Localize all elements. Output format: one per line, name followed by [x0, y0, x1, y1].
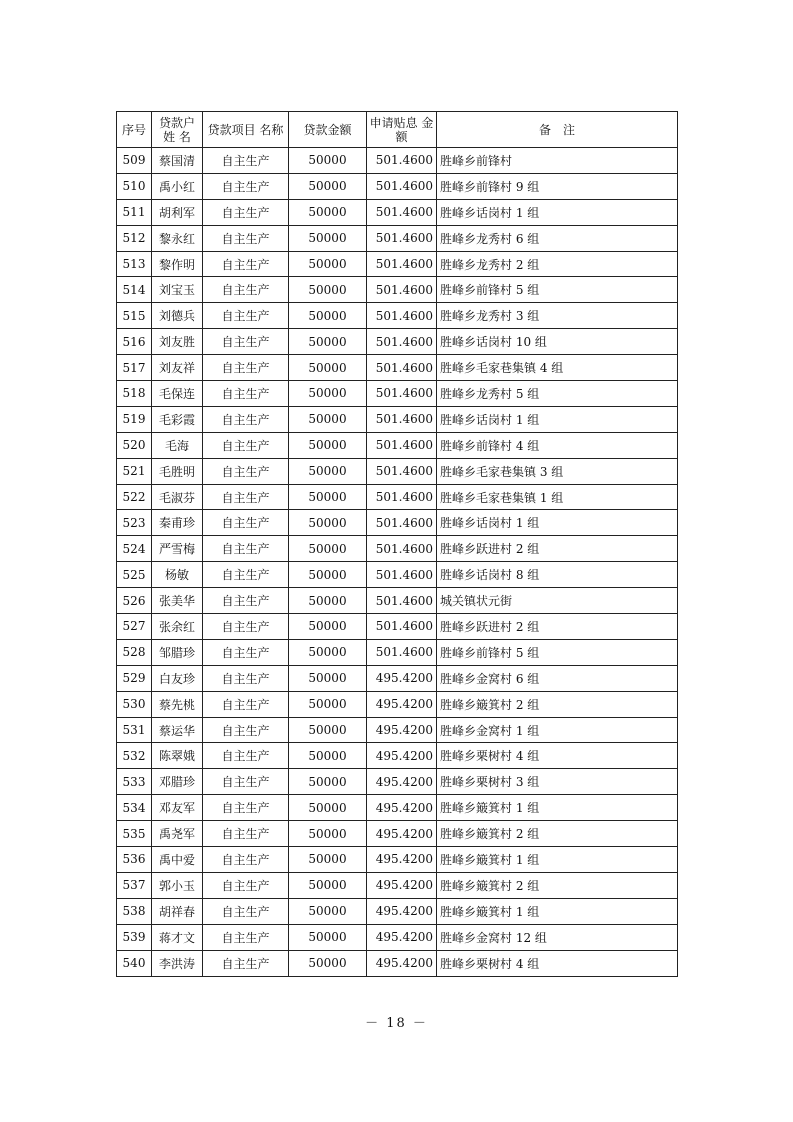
cell-subsidy-amount: 495.4200 — [367, 924, 437, 950]
cell-note: 胜峰乡前锋村 9 组 — [437, 173, 678, 199]
cell-note: 胜峰乡毛家巷集镇 3 组 — [437, 458, 678, 484]
cell-borrower-name: 张余红 — [152, 614, 203, 640]
table-row — [117, 691, 678, 717]
cell-borrower-name: 禹尧军 — [152, 821, 203, 847]
cell-loan-amount: 50000 — [289, 717, 367, 743]
cell-loan-amount: 50000 — [289, 562, 367, 588]
cell-loan-project: 自主生产 — [203, 536, 289, 562]
cell-borrower-name: 毛胜明 — [152, 458, 203, 484]
cell-borrower-name: 毛彩霞 — [152, 406, 203, 432]
cell-seq: 509 — [117, 148, 152, 174]
cell-subsidy-amount: 495.4200 — [367, 717, 437, 743]
cell-seq: 536 — [117, 847, 152, 873]
cell-loan-project: 自主生产 — [203, 769, 289, 795]
table-row — [117, 458, 678, 484]
cell-loan-project: 自主生产 — [203, 458, 289, 484]
cell-loan-project: 自主生产 — [203, 303, 289, 329]
cell-note: 胜峰乡话岗村 8 组 — [437, 562, 678, 588]
cell-borrower-name: 黎作明 — [152, 251, 203, 277]
cell-loan-project: 自主生产 — [203, 484, 289, 510]
cell-borrower-name: 蒋才文 — [152, 924, 203, 950]
cell-loan-amount: 50000 — [289, 795, 367, 821]
table-row — [117, 536, 678, 562]
cell-seq: 527 — [117, 614, 152, 640]
cell-loan-amount: 50000 — [289, 355, 367, 381]
cell-borrower-name: 邹腊珍 — [152, 639, 203, 665]
cell-loan-project: 自主生产 — [203, 148, 289, 174]
cell-loan-amount: 50000 — [289, 872, 367, 898]
cell-subsidy-amount: 501.4600 — [367, 277, 437, 303]
cell-seq: 525 — [117, 562, 152, 588]
cell-borrower-name: 杨敏 — [152, 562, 203, 588]
table-row — [117, 872, 678, 898]
cell-note: 胜峰乡前锋村 — [437, 148, 678, 174]
cell-seq: 518 — [117, 381, 152, 407]
cell-note: 胜峰乡栗树村 4 组 — [437, 743, 678, 769]
cell-subsidy-amount: 495.4200 — [367, 665, 437, 691]
cell-note: 胜峰乡龙秀村 3 组 — [437, 303, 678, 329]
cell-subsidy-amount: 501.4600 — [367, 173, 437, 199]
cell-loan-project: 自主生产 — [203, 406, 289, 432]
cell-borrower-name: 蔡先桃 — [152, 691, 203, 717]
cell-loan-amount: 50000 — [289, 510, 367, 536]
cell-loan-amount: 50000 — [289, 329, 367, 355]
header-seq: 序号 — [117, 112, 152, 148]
cell-loan-project: 自主生产 — [203, 225, 289, 251]
cell-subsidy-amount: 501.4600 — [367, 458, 437, 484]
table-row — [117, 329, 678, 355]
cell-seq: 511 — [117, 199, 152, 225]
cell-loan-project: 自主生产 — [203, 355, 289, 381]
cell-note: 胜峰乡簸箕村 1 组 — [437, 898, 678, 924]
cell-subsidy-amount: 495.4200 — [367, 950, 437, 976]
cell-note: 胜峰乡毛家巷集镇 1 组 — [437, 484, 678, 510]
table-row — [117, 769, 678, 795]
cell-loan-project: 自主生产 — [203, 562, 289, 588]
header-loan-project-text: 贷款项目 名称 — [207, 122, 284, 137]
cell-borrower-name: 毛淑芬 — [152, 484, 203, 510]
cell-subsidy-amount: 501.4600 — [367, 639, 437, 665]
cell-subsidy-amount: 495.4200 — [367, 821, 437, 847]
cell-loan-amount: 50000 — [289, 924, 367, 950]
table-row — [117, 743, 678, 769]
cell-loan-amount: 50000 — [289, 898, 367, 924]
cell-note: 胜峰乡金窝村 6 组 — [437, 665, 678, 691]
cell-loan-project: 自主生产 — [203, 872, 289, 898]
page-number: － 18 － — [365, 1016, 428, 1031]
cell-note: 胜峰乡跃进村 2 组 — [437, 614, 678, 640]
cell-note: 胜峰乡金窝村 12 组 — [437, 924, 678, 950]
cell-seq: 517 — [117, 355, 152, 381]
table-row — [117, 277, 678, 303]
cell-note: 胜峰乡栗树村 4 组 — [437, 950, 678, 976]
cell-loan-project: 自主生产 — [203, 665, 289, 691]
cell-subsidy-amount: 501.4600 — [367, 329, 437, 355]
cell-borrower-name: 白友珍 — [152, 665, 203, 691]
cell-loan-amount: 50000 — [289, 639, 367, 665]
cell-seq: 522 — [117, 484, 152, 510]
cell-loan-project: 自主生产 — [203, 251, 289, 277]
table-row — [117, 510, 678, 536]
cell-seq: 537 — [117, 872, 152, 898]
cell-borrower-name: 秦甫珍 — [152, 510, 203, 536]
cell-note: 胜峰乡前锋村 5 组 — [437, 639, 678, 665]
table-row — [117, 950, 678, 976]
cell-seq: 534 — [117, 795, 152, 821]
cell-loan-amount: 50000 — [289, 847, 367, 873]
cell-subsidy-amount: 501.4600 — [367, 536, 437, 562]
cell-seq: 512 — [117, 225, 152, 251]
loan-subsidy-table — [116, 111, 678, 977]
table-row — [117, 355, 678, 381]
header-row — [117, 112, 678, 148]
cell-loan-amount: 50000 — [289, 148, 367, 174]
header-note: 备 注 — [437, 112, 678, 148]
cell-note: 胜峰乡话岗村 10 组 — [437, 329, 678, 355]
cell-note: 城关镇状元街 — [437, 588, 678, 614]
header-borrower-name — [152, 112, 203, 148]
cell-subsidy-amount: 495.4200 — [367, 795, 437, 821]
cell-seq: 531 — [117, 717, 152, 743]
cell-loan-project: 自主生产 — [203, 277, 289, 303]
header-loan-amount: 贷款金额 — [289, 112, 367, 148]
cell-borrower-name: 刘友祥 — [152, 355, 203, 381]
cell-borrower-name: 严雪梅 — [152, 536, 203, 562]
cell-seq: 520 — [117, 432, 152, 458]
table-row — [117, 406, 678, 432]
table-row — [117, 484, 678, 510]
cell-note: 胜峰乡跃进村 2 组 — [437, 536, 678, 562]
cell-loan-project: 自主生产 — [203, 847, 289, 873]
table-row — [117, 148, 678, 174]
cell-subsidy-amount: 501.4600 — [367, 562, 437, 588]
cell-note: 胜峰乡簸箕村 2 组 — [437, 872, 678, 898]
cell-seq: 539 — [117, 924, 152, 950]
cell-loan-project: 自主生产 — [203, 924, 289, 950]
cell-loan-project: 自主生产 — [203, 743, 289, 769]
cell-note: 胜峰乡簸箕村 1 组 — [437, 847, 678, 873]
cell-seq: 524 — [117, 536, 152, 562]
cell-seq: 535 — [117, 821, 152, 847]
cell-subsidy-amount: 501.4600 — [367, 355, 437, 381]
cell-seq: 521 — [117, 458, 152, 484]
cell-note: 胜峰乡簸箕村 2 组 — [437, 691, 678, 717]
cell-loan-project: 自主生产 — [203, 173, 289, 199]
table-row — [117, 381, 678, 407]
cell-borrower-name: 蔡国清 — [152, 148, 203, 174]
cell-loan-amount: 50000 — [289, 665, 367, 691]
cell-note: 胜峰乡簸箕村 2 组 — [437, 821, 678, 847]
cell-loan-project: 自主生产 — [203, 588, 289, 614]
table-row — [117, 432, 678, 458]
table-header — [117, 112, 678, 148]
cell-loan-project: 自主生产 — [203, 329, 289, 355]
cell-borrower-name: 禹小红 — [152, 173, 203, 199]
cell-loan-amount: 50000 — [289, 536, 367, 562]
cell-seq: 516 — [117, 329, 152, 355]
table-row — [117, 562, 678, 588]
table-body — [117, 148, 678, 977]
table-row — [117, 588, 678, 614]
cell-note: 胜峰乡簸箕村 1 组 — [437, 795, 678, 821]
cell-borrower-name: 邓友军 — [152, 795, 203, 821]
cell-note: 胜峰乡前锋村 4 组 — [437, 432, 678, 458]
cell-note: 胜峰乡前锋村 5 组 — [437, 277, 678, 303]
cell-subsidy-amount: 495.4200 — [367, 847, 437, 873]
cell-loan-project: 自主生产 — [203, 795, 289, 821]
cell-note: 胜峰乡话岗村 1 组 — [437, 199, 678, 225]
table-row — [117, 821, 678, 847]
table-row — [117, 924, 678, 950]
cell-loan-amount: 50000 — [289, 743, 367, 769]
cell-loan-project: 自主生产 — [203, 950, 289, 976]
cell-loan-project: 自主生产 — [203, 614, 289, 640]
cell-seq: 532 — [117, 743, 152, 769]
cell-loan-amount: 50000 — [289, 614, 367, 640]
table-row — [117, 199, 678, 225]
cell-borrower-name: 刘德兵 — [152, 303, 203, 329]
cell-loan-amount: 50000 — [289, 588, 367, 614]
cell-subsidy-amount: 495.4200 — [367, 872, 437, 898]
cell-subsidy-amount: 495.4200 — [367, 769, 437, 795]
cell-loan-project: 自主生产 — [203, 381, 289, 407]
cell-loan-amount: 50000 — [289, 303, 367, 329]
cell-loan-project: 自主生产 — [203, 821, 289, 847]
cell-seq: 528 — [117, 639, 152, 665]
cell-borrower-name: 郭小玉 — [152, 872, 203, 898]
cell-note: 胜峰乡话岗村 1 组 — [437, 510, 678, 536]
cell-borrower-name: 禹中爱 — [152, 847, 203, 873]
cell-subsidy-amount: 501.4600 — [367, 484, 437, 510]
cell-seq: 510 — [117, 173, 152, 199]
cell-borrower-name: 胡利军 — [152, 199, 203, 225]
cell-loan-project: 自主生产 — [203, 432, 289, 458]
cell-note: 胜峰乡龙秀村 6 组 — [437, 225, 678, 251]
cell-loan-project: 自主生产 — [203, 717, 289, 743]
cell-loan-amount: 50000 — [289, 950, 367, 976]
cell-loan-amount: 50000 — [289, 821, 367, 847]
cell-seq: 538 — [117, 898, 152, 924]
cell-borrower-name: 李洪涛 — [152, 950, 203, 976]
cell-subsidy-amount: 495.4200 — [367, 691, 437, 717]
cell-seq: 530 — [117, 691, 152, 717]
cell-subsidy-amount: 501.4600 — [367, 588, 437, 614]
cell-loan-amount: 50000 — [289, 484, 367, 510]
cell-borrower-name: 毛海 — [152, 432, 203, 458]
cell-note: 胜峰乡毛家巷集镇 4 组 — [437, 355, 678, 381]
cell-borrower-name: 张美华 — [152, 588, 203, 614]
cell-subsidy-amount: 501.4600 — [367, 406, 437, 432]
cell-subsidy-amount: 501.4600 — [367, 251, 437, 277]
cell-borrower-name: 刘宝玉 — [152, 277, 203, 303]
cell-borrower-name: 刘友胜 — [152, 329, 203, 355]
cell-loan-amount: 50000 — [289, 173, 367, 199]
cell-borrower-name: 毛保连 — [152, 381, 203, 407]
cell-subsidy-amount: 501.4600 — [367, 510, 437, 536]
cell-subsidy-amount: 501.4600 — [367, 381, 437, 407]
header-subsidy-amount — [367, 112, 437, 148]
table-row — [117, 665, 678, 691]
cell-seq: 519 — [117, 406, 152, 432]
cell-loan-project: 自主生产 — [203, 691, 289, 717]
cell-borrower-name: 邓腊珍 — [152, 769, 203, 795]
cell-loan-amount: 50000 — [289, 381, 367, 407]
cell-seq: 514 — [117, 277, 152, 303]
table-row — [117, 225, 678, 251]
cell-borrower-name: 蔡运华 — [152, 717, 203, 743]
cell-seq: 540 — [117, 950, 152, 976]
cell-loan-amount: 50000 — [289, 691, 367, 717]
cell-loan-project: 自主生产 — [203, 639, 289, 665]
cell-seq: 526 — [117, 588, 152, 614]
cell-seq: 533 — [117, 769, 152, 795]
cell-seq: 515 — [117, 303, 152, 329]
cell-subsidy-amount: 501.4600 — [367, 303, 437, 329]
cell-subsidy-amount: 495.4200 — [367, 898, 437, 924]
cell-loan-amount: 50000 — [289, 769, 367, 795]
table-row — [117, 173, 678, 199]
cell-seq: 523 — [117, 510, 152, 536]
cell-borrower-name: 黎永红 — [152, 225, 203, 251]
cell-note: 胜峰乡话岗村 1 组 — [437, 406, 678, 432]
cell-subsidy-amount: 495.4200 — [367, 743, 437, 769]
cell-note: 胜峰乡龙秀村 2 组 — [437, 251, 678, 277]
table-row — [117, 639, 678, 665]
cell-loan-amount: 50000 — [289, 199, 367, 225]
cell-borrower-name: 陈翠娥 — [152, 743, 203, 769]
cell-loan-amount: 50000 — [289, 406, 367, 432]
cell-note: 胜峰乡龙秀村 5 组 — [437, 381, 678, 407]
cell-subsidy-amount: 501.4600 — [367, 614, 437, 640]
cell-loan-project: 自主生产 — [203, 898, 289, 924]
cell-seq: 513 — [117, 251, 152, 277]
cell-subsidy-amount: 501.4600 — [367, 199, 437, 225]
cell-loan-amount: 50000 — [289, 458, 367, 484]
header-loan-project — [203, 112, 289, 148]
cell-loan-project: 自主生产 — [203, 199, 289, 225]
cell-loan-amount: 50000 — [289, 432, 367, 458]
header-subsidy-amount-text: 申请贴息 金额 — [369, 115, 434, 144]
table-row — [117, 795, 678, 821]
cell-subsidy-amount: 501.4600 — [367, 225, 437, 251]
table-row — [117, 847, 678, 873]
cell-seq: 529 — [117, 665, 152, 691]
cell-loan-amount: 50000 — [289, 251, 367, 277]
table-row — [117, 614, 678, 640]
cell-note: 胜峰乡金窝村 1 组 — [437, 717, 678, 743]
cell-loan-amount: 50000 — [289, 225, 367, 251]
cell-subsidy-amount: 501.4600 — [367, 148, 437, 174]
table-row — [117, 898, 678, 924]
table-row — [117, 717, 678, 743]
cell-loan-project: 自主生产 — [203, 510, 289, 536]
cell-subsidy-amount: 501.4600 — [367, 432, 437, 458]
cell-borrower-name: 胡祥春 — [152, 898, 203, 924]
cell-note: 胜峰乡栗树村 3 组 — [437, 769, 678, 795]
header-borrower-name-text: 贷款户 姓 名 — [158, 115, 195, 144]
table-row — [117, 251, 678, 277]
table-row — [117, 303, 678, 329]
cell-loan-amount: 50000 — [289, 277, 367, 303]
